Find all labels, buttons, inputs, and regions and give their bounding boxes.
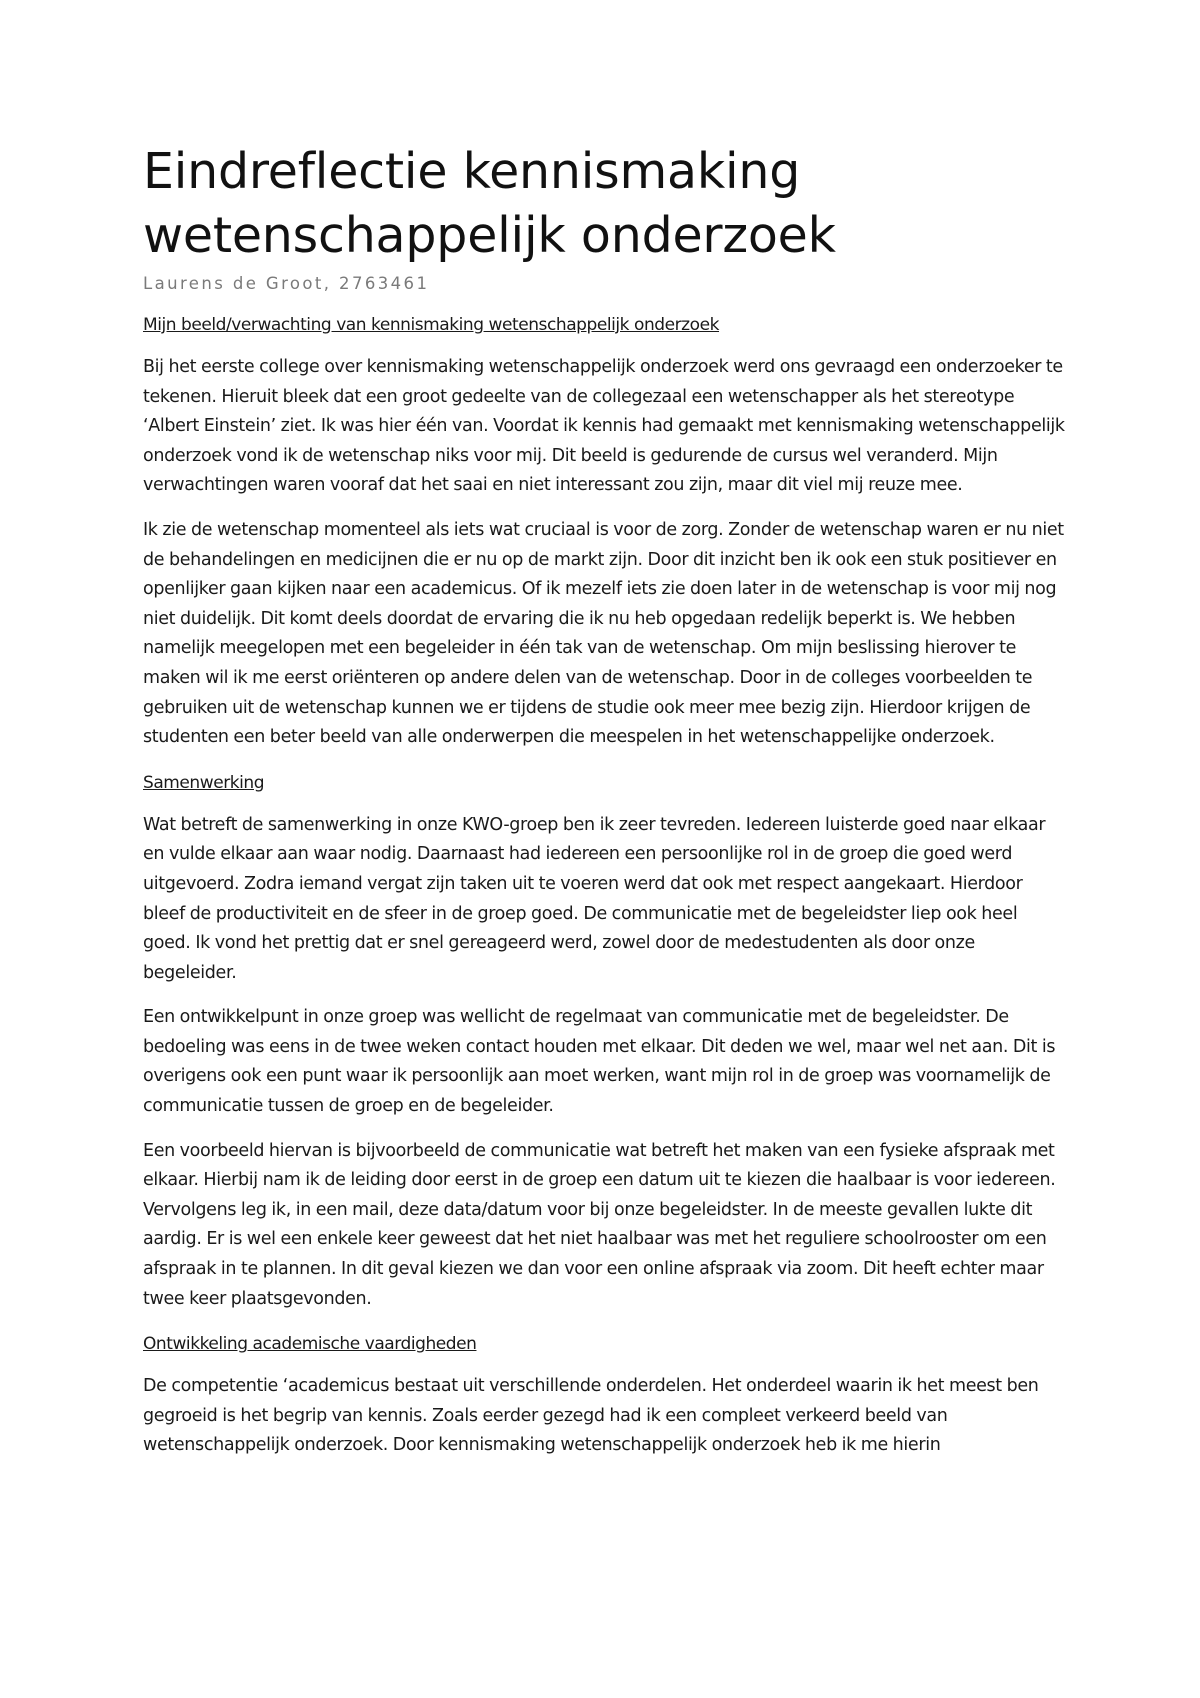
paragraph: Een voorbeeld hiervan is bijvoorbeeld de communicatie wat betreft het maken van een fysieke afspraak met elkaar. Hierbij nam ik de leiding door eerst in de groep een datum uit te kiezen die haalbaar is voor iedereen. Vervolgens leg ik, in een mail, deze data/datum voor bij onze begeleidster. In de meeste gevallen lukte dit aardig. Er is wel een enkele keer geweest dat het niet haalbaar was met het reguliere schoolrooster om een afspraak in te plannen. In dit geval kiezen we dan voor een online afspraak via zoom. Dit heeft echter maar twee keer plaatsgevonden. (143, 1140, 1056, 1309)
document-title-line-2: wetenschappelijk onderzoek (143, 207, 836, 264)
document-subtitle: Laurens de Groot, 2763461 (143, 274, 430, 293)
document-page (143, 140, 1068, 1461)
document-title-line-1: Eindreflectie kennismaking (143, 143, 801, 200)
document-title (143, 140, 1068, 268)
paragraph: Een ontwikkelpunt in onze groep was wellicht de regelmaat van communicatie met de begeleidster. De bedoeling was eens in de twee weken contact houden met elkaar. Dit deden we wel, maar wel net aan. Dit is overigens ook een punt waar ik persoonlijk aan moet werken, want mijn rol in de groep was voornamelijk de communicatie tussen de groep en de begeleider. (143, 1007, 1056, 1117)
section-heading-samenwerking: Samenwerking (143, 772, 265, 793)
paragraph: Ik zie de wetenschap momenteel als iets wat cruciaal is voor de zorg. Zonder de wetenschap waren er nu niet de behandelingen en medicijnen die er nu op de markt zijn. Door dit inzicht ben ik ook een stuk positiever en openlijker gaan kijken naar een academicus. Of ik mezelf iets zie doen later in de wetenschap is voor mij nog niet duidelijk. Dit komt deels doordat de ervaring die ik nu heb opgedaan redelijk beperkt is. We hebben namelijk meegelopen met een begeleider in één tak van de wetenschap. Om mijn beslissing hierover te maken wil ik me eerst oriënteren op andere delen van de wetenschap. Door in de colleges voorbeelden te gebruiken uit de wetenschap kunnen we er tijdens de studie ook meer mee bezig zijn. Hierdoor krijgen de studenten een beter beeld van alle onderwerpen die meespelen in het wetenschappelijke onderzoek. (143, 519, 1064, 748)
paragraph: Wat betreft de samenwerking in onze KWO-groep ben ik zeer tevreden. Iedereen luisterde goed naar elkaar en vulde elkaar aan waar nodig. Daarnaast had iedereen een persoonlijke rol in de groep die goed werd uitgevoerd. Zodra iemand vergat zijn taken uit te voeren werd dat ook met respect aangekaart. Hierdoor bleef de productiviteit en de sfeer in de groep goed. De communicatie met de begeleidster liep ook heel goed. Ik vond het prettig dat er snel gereageerd werd, zowel door de medestudenten als door onze begeleider. (143, 814, 1046, 983)
section-heading-vaardigheden: Ontwikkeling academische vaardigheden (143, 1334, 477, 1355)
paragraph: Bij het eerste college over kennismaking wetenschappelijk onderzoek werd ons gevraagd een onderzoeker te tekenen. Hieruit bleek dat een groot gedeelte van de collegezaal een wetenschapper als het stereotype ‘Albert Einstein’ ziet. Ik was hier één van. Voordat ik kennis had gemaakt met kennismaking wetenschappelijk onderzoek vond ik de wetenschap niks voor mij. Dit beeld is gedurende de cursus wel veranderd. Mijn verwachtingen waren vooraf dat het saai en niet interessant zou zijn, maar dit viel mij reuze mee. (143, 357, 1065, 496)
section-heading-verwachting: Mijn beeld/verwachting van kennismaking wetenschappelijk onderzoek (143, 315, 720, 335)
paragraph: De competentie ‘academicus bestaat uit verschillende onderdelen. Het onderdeel waarin ik het meest ben gegroeid is het begrip van kennis. Zoals eerder gezegd had ik een compleet verkeerd beeld van wetenschappelijk onderzoek. Door kennismaking wetenschappelijk onderzoek heb ik me hierin (143, 1376, 1039, 1456)
